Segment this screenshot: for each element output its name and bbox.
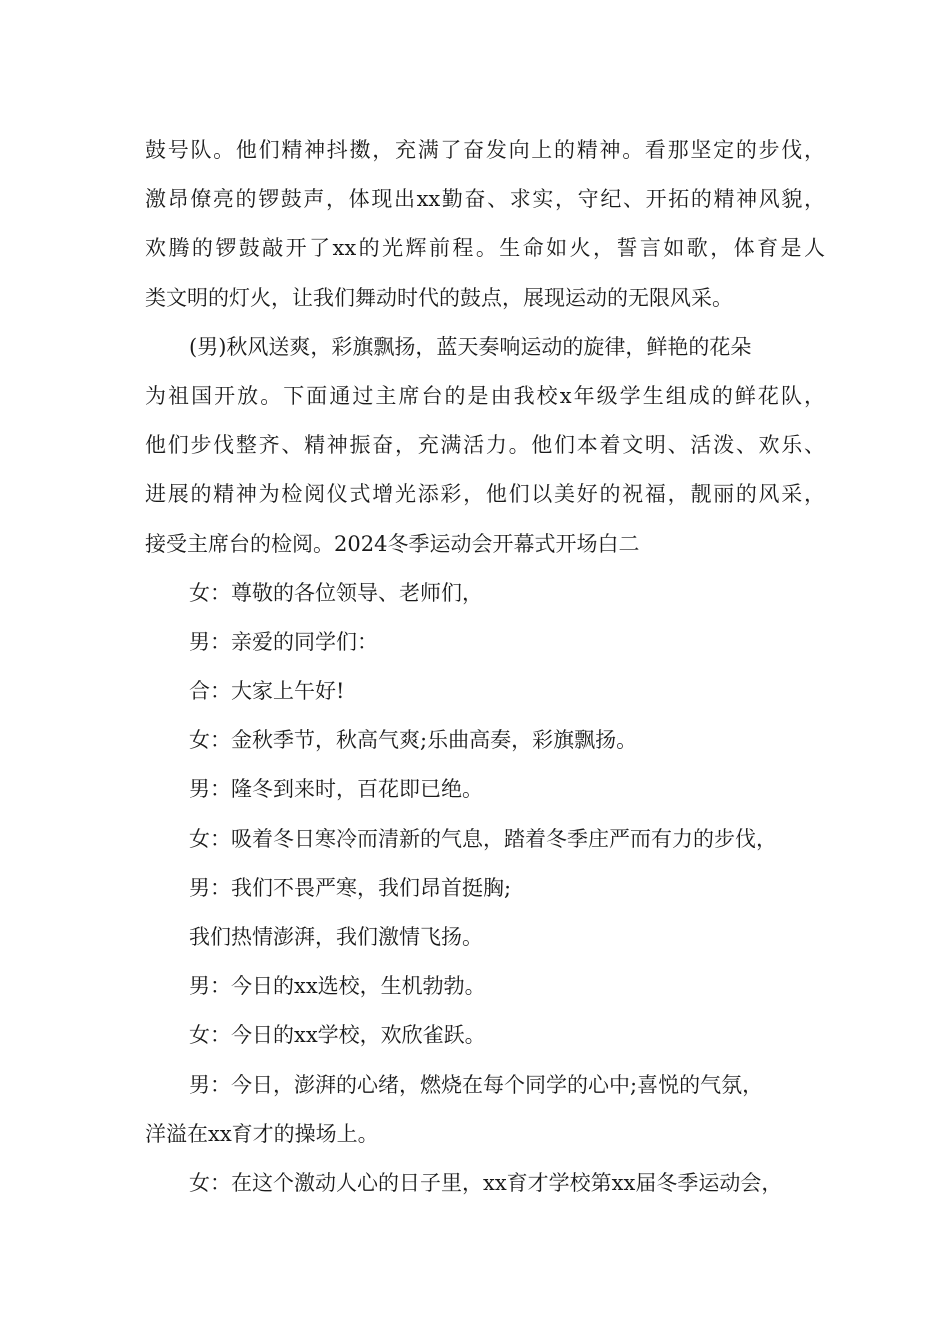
text-line: 男：今日，澎湃的心绪，燃烧在每个同学的心中;喜悦的气氛， [189,1072,764,1097]
document-body [145,126,825,1208]
text-line: 我们热情澎湃，我们激情飞扬。 [189,925,483,949]
text-line: 女：尊敬的各位领导、老师们， [189,580,483,605]
text-line: 鼓号队。他们精神抖擞，充满了奋发向上的精神。看那坚定的步伐， [145,138,825,162]
text-line: 女：在这个激动人心的日子里，xx育才学校第xx届冬季运动会， [189,1170,783,1195]
text-line: 接受主席台的检阅。2024冬季运动会开幕式开场白二 [145,531,640,556]
text-line: 女：金秋季节，秋高气爽;乐曲高奏，彩旗飘扬。 [189,728,638,753]
text-line: 欢腾的锣鼓敲开了xx的光辉前程。生命如火，誓言如歌，体育是人 [145,236,825,261]
text-line: 男：隆冬到来时，百花即已绝。 [189,777,483,802]
text-line: 类文明的灯火，让我们舞动时代的鼓点，展现运动的无限风采。 [145,285,733,310]
text-line: 进展的精神为检阅仪式增光添彩，他们以美好的祝福，靓丽的风采， [145,482,825,507]
text-line: 洋溢在xx育才的操场上。 [145,1121,379,1146]
text-line: 合：大家上午好! [189,679,345,704]
text-line: 男：今日的xx选校，生机勃勃。 [189,974,486,999]
text-line: 男：我们不畏严寒，我们昂首挺胸; [189,875,512,900]
text-line: 他们步伐整齐、精神振奋，充满活力。他们本着文明、活泼、欢乐、 [145,433,825,458]
text-line: 激昂僚亮的锣鼓声，体现出xx勤奋、求实，守纪、开拓的精神风貌， [145,187,825,212]
text-line: (男)秋风送爽，彩旗飘扬，蓝天奏响运动的旋律，鲜艳的花朵 [189,334,752,359]
text-line: 为祖国开放。下面通过主席台的是由我校x年级学生组成的鲜花队， [145,383,825,408]
text-line: 男：亲爱的同学们： [189,629,378,654]
text-line: 女：今日的xx学校，欢欣雀跃。 [189,1023,486,1048]
text-line: 女：吸着冬日寒冷而清新的气息，踏着冬季庄严而有力的步伐， [189,826,777,851]
